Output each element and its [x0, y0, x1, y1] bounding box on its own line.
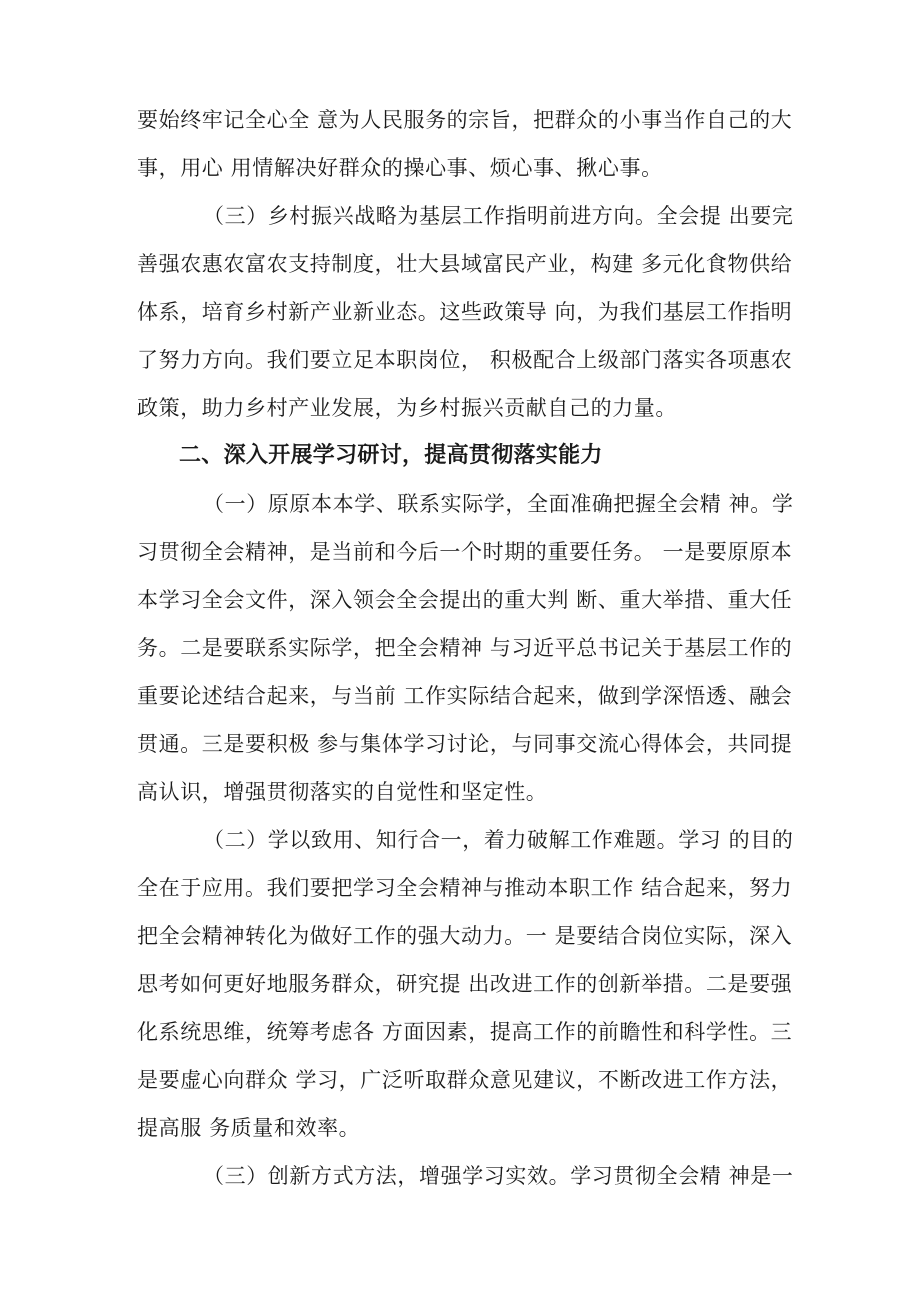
text-line: 要始终牢记全心全 意为人民服务的宗旨，把群众的小事当作自己的大: [137, 108, 793, 132]
text-line: （二）学以致用、知行合一，着力破解工作难题。学习 的目的: [203, 828, 794, 852]
text-line: 提高服 务质量和效率。: [137, 1116, 361, 1140]
text-line: 了努力方向。我们要立足本职岗位， 积极配合上级部门落实各项惠农: [137, 348, 793, 372]
text-line: 善强农惠农富农支持制度，壮大县域富民产业，构建 多元化食物供给: [137, 252, 793, 276]
text-line: （一）原原本本学、联系实际学，全面准确把握全会精 神。学: [203, 492, 794, 516]
text-line: 重要论述结合起来，与当前 工作实际结合起来，做到学深悟透、融会: [137, 684, 793, 708]
text-line: 体系，培育乡村新产业新业态。这些政策导 向，为我们基层工作指明: [137, 300, 793, 324]
text-line: 全在于应用。我们要把学习全会精神与推动本职工作 结合起来，努力: [137, 876, 793, 900]
text-line: 把全会精神转化为做好工作的强大动力。一 是要结合岗位实际，深入: [137, 924, 793, 948]
text-line: 贯通。三是要积极 参与集体学习讨论，与同事交流心得体会，共同提: [137, 732, 793, 756]
text-line: 事，用心 用情解决好群众的操心事、烦心事、揪心事。: [137, 156, 663, 180]
section-heading: 二、深入开展学习研讨，提高贯彻落实能力: [179, 443, 603, 468]
intro-paragraph: [137, 96, 797, 192]
text-line: （三）乡村振兴战略为基层工作指明前进方向。全会提 出要完: [203, 204, 794, 228]
text-line: 思考如何更好地服务群众，研究提 出改进工作的创新举措。二是要强: [137, 972, 793, 996]
paragraph-2-3: [137, 1152, 797, 1200]
document-body: [137, 96, 797, 1200]
paragraph-2-1: [137, 480, 797, 816]
text-line: 高认识，增强贯彻落实的自觉性和坚定性。: [137, 780, 548, 804]
paragraph-1-3: [137, 192, 797, 432]
paragraph-2-2: [137, 816, 797, 1152]
text-line: 是要虚心向群众 学习，广泛听取群众意见建议，不断改进工作方法，: [137, 1068, 793, 1092]
text-line: 化系统思维，统筹考虑各 方面因素，提高工作的前瞻性和科学性。三: [137, 1020, 793, 1044]
text-line: （三）创新方式方法，增强学习实效。学习贯彻全会精 神是一: [203, 1164, 794, 1188]
text-line: 习贯彻全会精神，是当前和今后一个时期的重要任务。 一是要原原本: [137, 540, 793, 564]
text-line: 政策，助力乡村产业发展，为乡村振兴贡献自己的力量。: [137, 396, 677, 420]
text-line: 本学习全会文件，深入领会全会提出的重大判 断、重大举措、重大任: [137, 588, 793, 612]
text-line: 务。二是要联系实际学，把全会精神 与习近平总书记关于基层工作的: [137, 636, 793, 660]
